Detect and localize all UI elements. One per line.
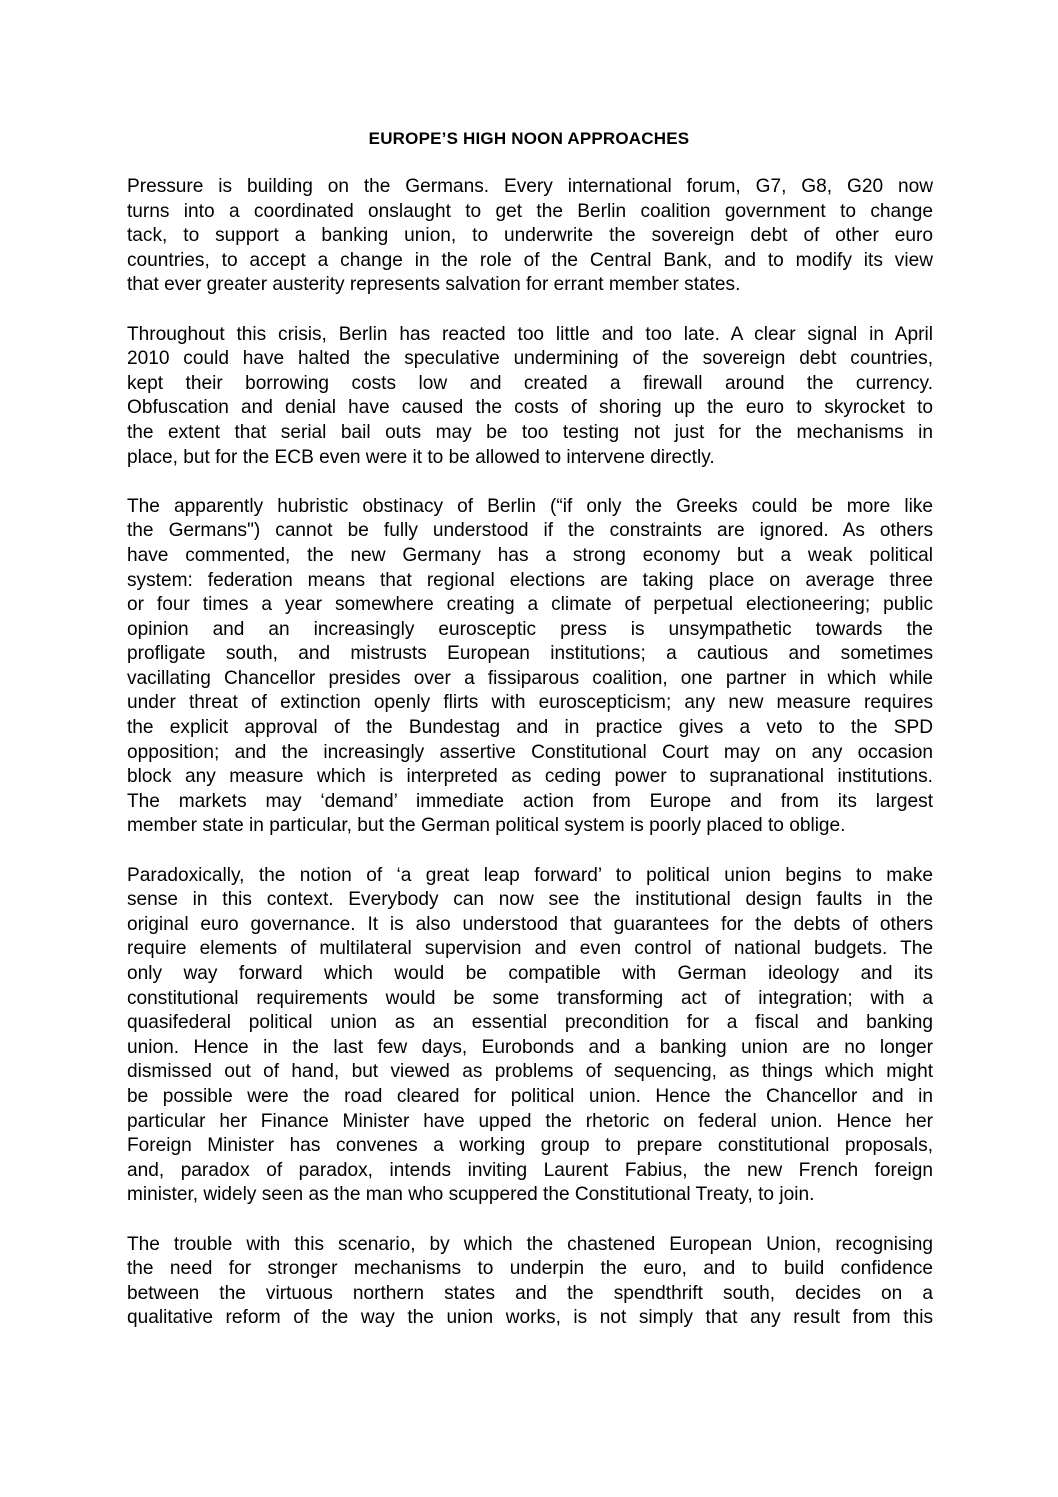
text-line: be possible were the road cleared for political union. Hence the Chancellor and in [127,1085,933,1107]
text-line: opinion and an increasingly eurosceptic press is unsympathetic towards the [127,618,933,640]
paragraph-5 [127,1233,933,1331]
text-line: only way forward which would be compatible with German ideology and its [127,963,933,984]
paragraph-3 [127,495,933,839]
text-line: qualitative reform of the way the union works, is not simply that any result from this [127,1307,933,1329]
text-line: quasifederal political union as an essential precondition for a fiscal and banking [127,1012,933,1034]
text-line: vacillating Chancellor presides over a fissiparous coalition, one partner in which while [127,667,933,689]
paragraph-2 [127,323,933,471]
text-line: require elements of multilateral supervision and even control of national budgets. The [127,938,933,960]
text-line: between the virtuous northern states and the spendthrift south, decides on a [127,1282,933,1304]
text-line: or four times a year somewhere creating a climate of perpetual electioneering; public [127,594,933,616]
text-line: under threat of extinction openly flirts with euroscepticism; any new measure requires [127,692,933,714]
text-line: The apparently hubristic obstinacy of Berlin (“if only the Greeks could be more like [127,495,933,517]
text-line: member state in particular, but the German political system is poorly placed to oblige. [127,815,846,837]
text-line: minister, widely seen as the man who scuppered the Constitutional Treaty, to join. [127,1184,815,1206]
text-line: original euro governance. It is also understood that guarantees for the debts of others [127,913,933,935]
text-line: that ever greater austerity represents salvation for errant member states. [127,274,741,296]
text-line: sense in this context. Everybody can now see the institutional design faults in the [127,889,933,911]
text-line: the Germans") cannot be fully understood if the constraints are ignored. As others [127,520,933,542]
text-line: countries, to accept a change in the role of the Central Bank, and to modify its view [127,249,933,271]
text-line: Foreign Minister has convenes a working group to prepare constitutional proposals, [127,1135,933,1157]
text-line: the explicit approval of the Bundestag and in practice gives a veto to the SPD [127,717,933,739]
document-title: EUROPE’S HIGH NOON APPROACHES [368,129,690,148]
text-line: Throughout this crisis, Berlin has reacted too little and too late. A clear signal in April [127,323,933,345]
text-line: Pressure is building on the Germans. Every international forum, G7, G8, G20 now [127,176,933,197]
text-line: kept their borrowing costs low and created a firewall around the currency. [127,372,933,394]
text-line: and, paradox of paradox, intends inviting Laurent Fabius, the new French foreign [127,1159,933,1181]
text-line: tack, to support a banking union, to underwrite the sovereign debt of other euro [127,225,933,247]
text-line: the need for stronger mechanisms to underpin the euro, and to build confidence [127,1258,933,1280]
text-line: particular her Finance Minister have upped the rhetoric on federal union. Hence her [127,1110,933,1132]
text-line: union. Hence in the last few days, Eurobonds and a banking union are no longer [127,1036,933,1058]
text-line: The markets may ‘demand’ immediate action from Europe and from its largest [127,790,933,812]
text-line: have commented, the new Germany has a strong economy but a weak political [127,544,933,566]
text-line: turns into a coordinated onslaught to get the Berlin coalition government to change [127,200,933,222]
text-line: Obfuscation and denial have caused the costs of shoring up the euro to skyrocket to [127,397,933,419]
document-body [127,175,933,1356]
text-line: profligate south, and mistrusts European institutions; a cautious and sometimes [127,643,933,665]
text-line: The trouble with this scenario, by which the chastened European Union, recognising [127,1233,933,1255]
text-line: constitutional requirements would be some transforming act of integration; with a [127,987,933,1009]
text-line: place, but for the ECB even were it to be allowed to intervene directly. [127,446,715,468]
text-line: opposition; and the increasingly assertive Constitutional Court may on any occasion [127,741,933,763]
text-line: system: federation means that regional elections are taking place on average three [127,569,933,591]
text-line: Paradoxically, the notion of ‘a great leap forward’ to political union begins to make [127,864,933,886]
paragraph-4 [127,864,933,1208]
paragraph-1 [127,175,933,298]
text-line: the extent that serial bail outs may be too testing not just for the mechanisms in [127,421,933,443]
text-line: 2010 could have halted the speculative undermining of the sovereign debt countries, [127,348,933,370]
text-line: block any measure which is interpreted as ceding power to supranational institutions. [127,766,933,788]
text-line: dismissed out of hand, but viewed as problems of sequencing, as things which might [127,1061,933,1083]
